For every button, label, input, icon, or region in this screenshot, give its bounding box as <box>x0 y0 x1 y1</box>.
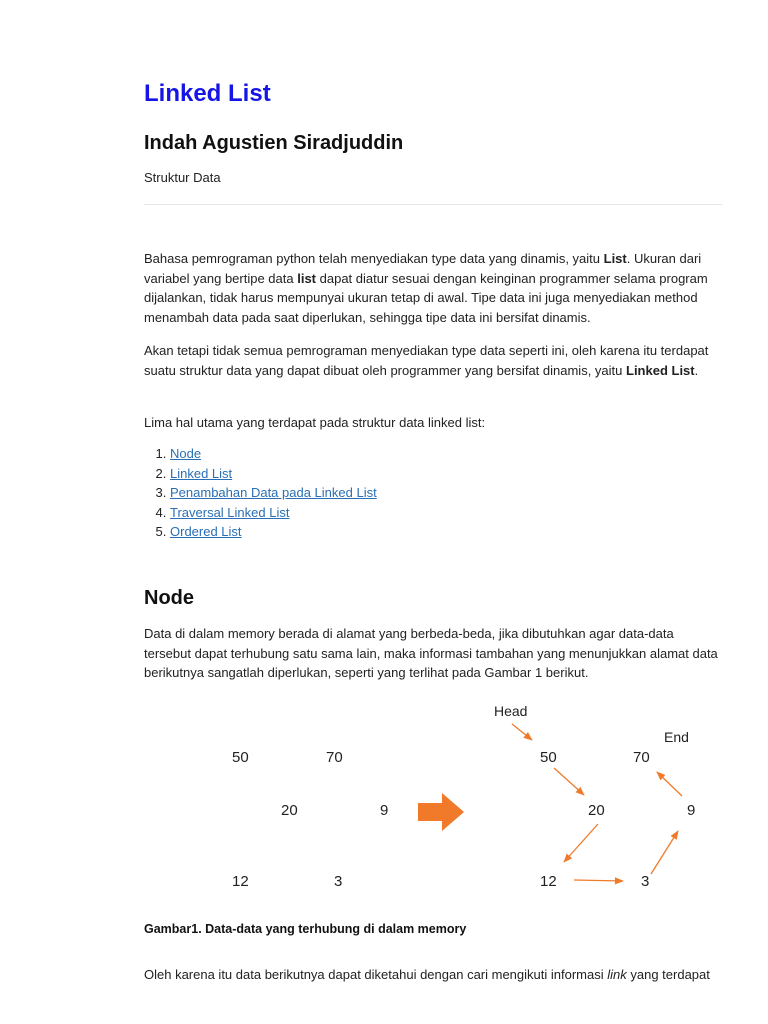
link-arrow <box>574 880 623 881</box>
node-value: 3 <box>641 873 650 890</box>
value-left: 3 <box>334 873 343 890</box>
toc-intro: Lima hal utama yang terdapat pada struktur data linked list: <box>144 415 486 430</box>
toc-link-node[interactable]: Node <box>170 446 202 461</box>
document-title: Linked List <box>144 80 271 107</box>
toc-item <box>170 464 377 484</box>
link-arrow <box>651 831 678 874</box>
node-value: 70 <box>633 749 650 766</box>
value-left: 70 <box>326 749 343 766</box>
section-heading-node: Node <box>144 587 194 609</box>
linked-list-figure <box>224 700 724 896</box>
text-run: Oleh karena itu data berikutnya dapat diketahui dengan cari mengikuti informasi <box>144 967 608 982</box>
link-arrow <box>512 724 532 740</box>
intro-paragraph-1 <box>144 249 722 327</box>
value-left: 50 <box>232 749 249 766</box>
value-left: 20 <box>281 802 298 819</box>
course-name: Struktur Data <box>144 170 221 185</box>
text-run: dapat diatur sesuai dengan keinginan programmer selama program dijalankan, tidak harus mempunyai ukuran tetap di awal. Tipe data ini juga menyediakan method menambah data pada saat diperlukan, sehingga tipe data ini bersifat dinamis. <box>144 270 708 325</box>
link-arrow <box>657 772 682 796</box>
value-left: 9 <box>380 802 389 819</box>
head-label: Head <box>494 703 528 719</box>
text-run: Bahasa pemrograman python telah menyediakan type data yang dinamis, yaitu <box>144 251 604 266</box>
toc-item <box>170 483 377 503</box>
text-run: . Ukuran dari variabel yang bertipe data <box>144 251 702 286</box>
node-paragraph: Data di dalam memory berada di alamat yang berbeda-beda, jika dibutuhkan agar data-data tersebut dapat terhubung satu sama lain, maka informasi tambahan yang menunjukkan alamat data berikutnya sangatlah diperlukan, seperti yang terlihat pada Gambar 1 berikut. <box>144 626 718 680</box>
end-label: End <box>664 729 689 745</box>
bold-term: list <box>297 270 317 286</box>
toc-link-traversal[interactable]: Traversal Linked List <box>170 504 290 520</box>
bold-term: Linked List <box>626 362 695 378</box>
text-run: yang terdapat <box>626 967 710 982</box>
toc-item <box>170 503 377 523</box>
toc-item <box>170 522 377 542</box>
memory-diagram <box>224 700 724 896</box>
toc-link-ordered-list[interactable]: Ordered List <box>170 524 242 540</box>
author-name: Indah Agustien Siradjuddin <box>144 132 404 154</box>
toc-link-linked-list[interactable]: Linked List <box>170 465 233 481</box>
text-run: Akan tetapi tidak semua pemrograman menyediakan type data seperti ini, oleh karena itu terdapat suatu struktur data yang dapat dibuat oleh programmer yang bersifat dinamis, yaitu <box>144 343 709 378</box>
node-value: 50 <box>540 749 557 766</box>
table-of-contents <box>144 444 377 542</box>
toc-link-penambahan-data[interactable]: Penambahan Data pada Linked List <box>170 485 377 501</box>
link-arrow <box>554 768 584 795</box>
closing-paragraph <box>144 965 722 985</box>
toc-item <box>170 444 377 464</box>
intro-paragraph-2 <box>144 341 722 380</box>
italic-term: link <box>607 967 627 982</box>
value-left: 12 <box>232 873 249 890</box>
transform-arrow-icon <box>418 793 464 831</box>
text-run: . <box>694 362 699 378</box>
node-value: 12 <box>540 873 557 890</box>
figure-caption: Gambar1. Data-data yang terhubung di dalam memory <box>144 922 467 936</box>
node-value: 9 <box>687 802 696 819</box>
divider <box>144 204 722 205</box>
node-value: 20 <box>588 802 605 819</box>
bold-term: List <box>603 251 627 266</box>
link-arrow <box>564 824 598 862</box>
